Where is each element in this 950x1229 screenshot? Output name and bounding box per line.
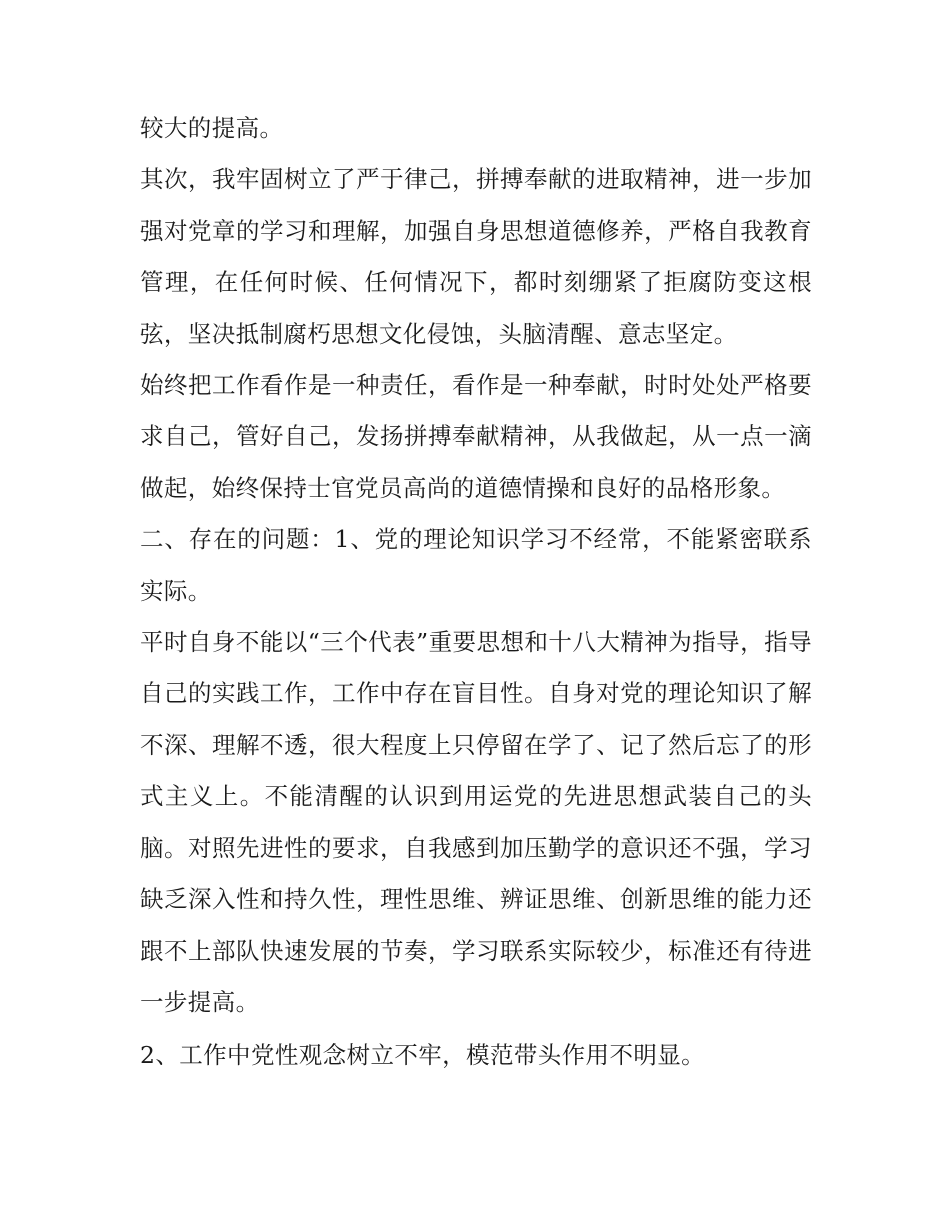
- paragraph-2: 其次，我牢固树立了严于律己，拼搏奉献的进取精神，进一步加强对党章的学习和理解，加强自身思想道德修养，严格自我教育管理，在任何时候、任何情况下，都时刻绷紧了拒腐防变这根弦，坚决抵制腐朽思想文化侵蚀，头脑清醒、意志坚定。: [140, 165, 812, 348]
- paragraph-1: 较大的提高。: [140, 114, 284, 142]
- paragraph-5: 平时自身不能以“三个代表”重要思想和十八大精神为指导，指导自己的实践工作，工作中存在盲目性。自身对党的理论知识了解不深、理解不透，很大程度上只停留在学了、记了然后忘了的形式主义上。不能清醒的认识到用运党的先进思想武装自己的头脑。对照先进性的要求，自我感到加压勤学的意识还不强，学习缺乏深入性和持久性，理性思维、辨证思维、创新思维的能力还跟不上部队快速发展的节奏，学习联系实际较少，标准还有待进一步提高。: [140, 628, 812, 1016]
- paragraph-4-section-heading: 二、存在的问题：1、党的理论知识学习不经常，不能紧密联系实际。: [140, 525, 812, 605]
- paragraph-3: 始终把工作看作是一种责任，看作是一种奉献，时时处处严格要求自己，管好自己，发扬拼搏奉献精神，从我做起，从一点一滴做起，始终保持士官党员高尚的道德情操和良好的品格形象。: [140, 371, 812, 502]
- paragraph-6: 2、工作中党性观念树立不牢，模范带头作用不明显。: [140, 1041, 706, 1070]
- body-text: [140, 103, 812, 1082]
